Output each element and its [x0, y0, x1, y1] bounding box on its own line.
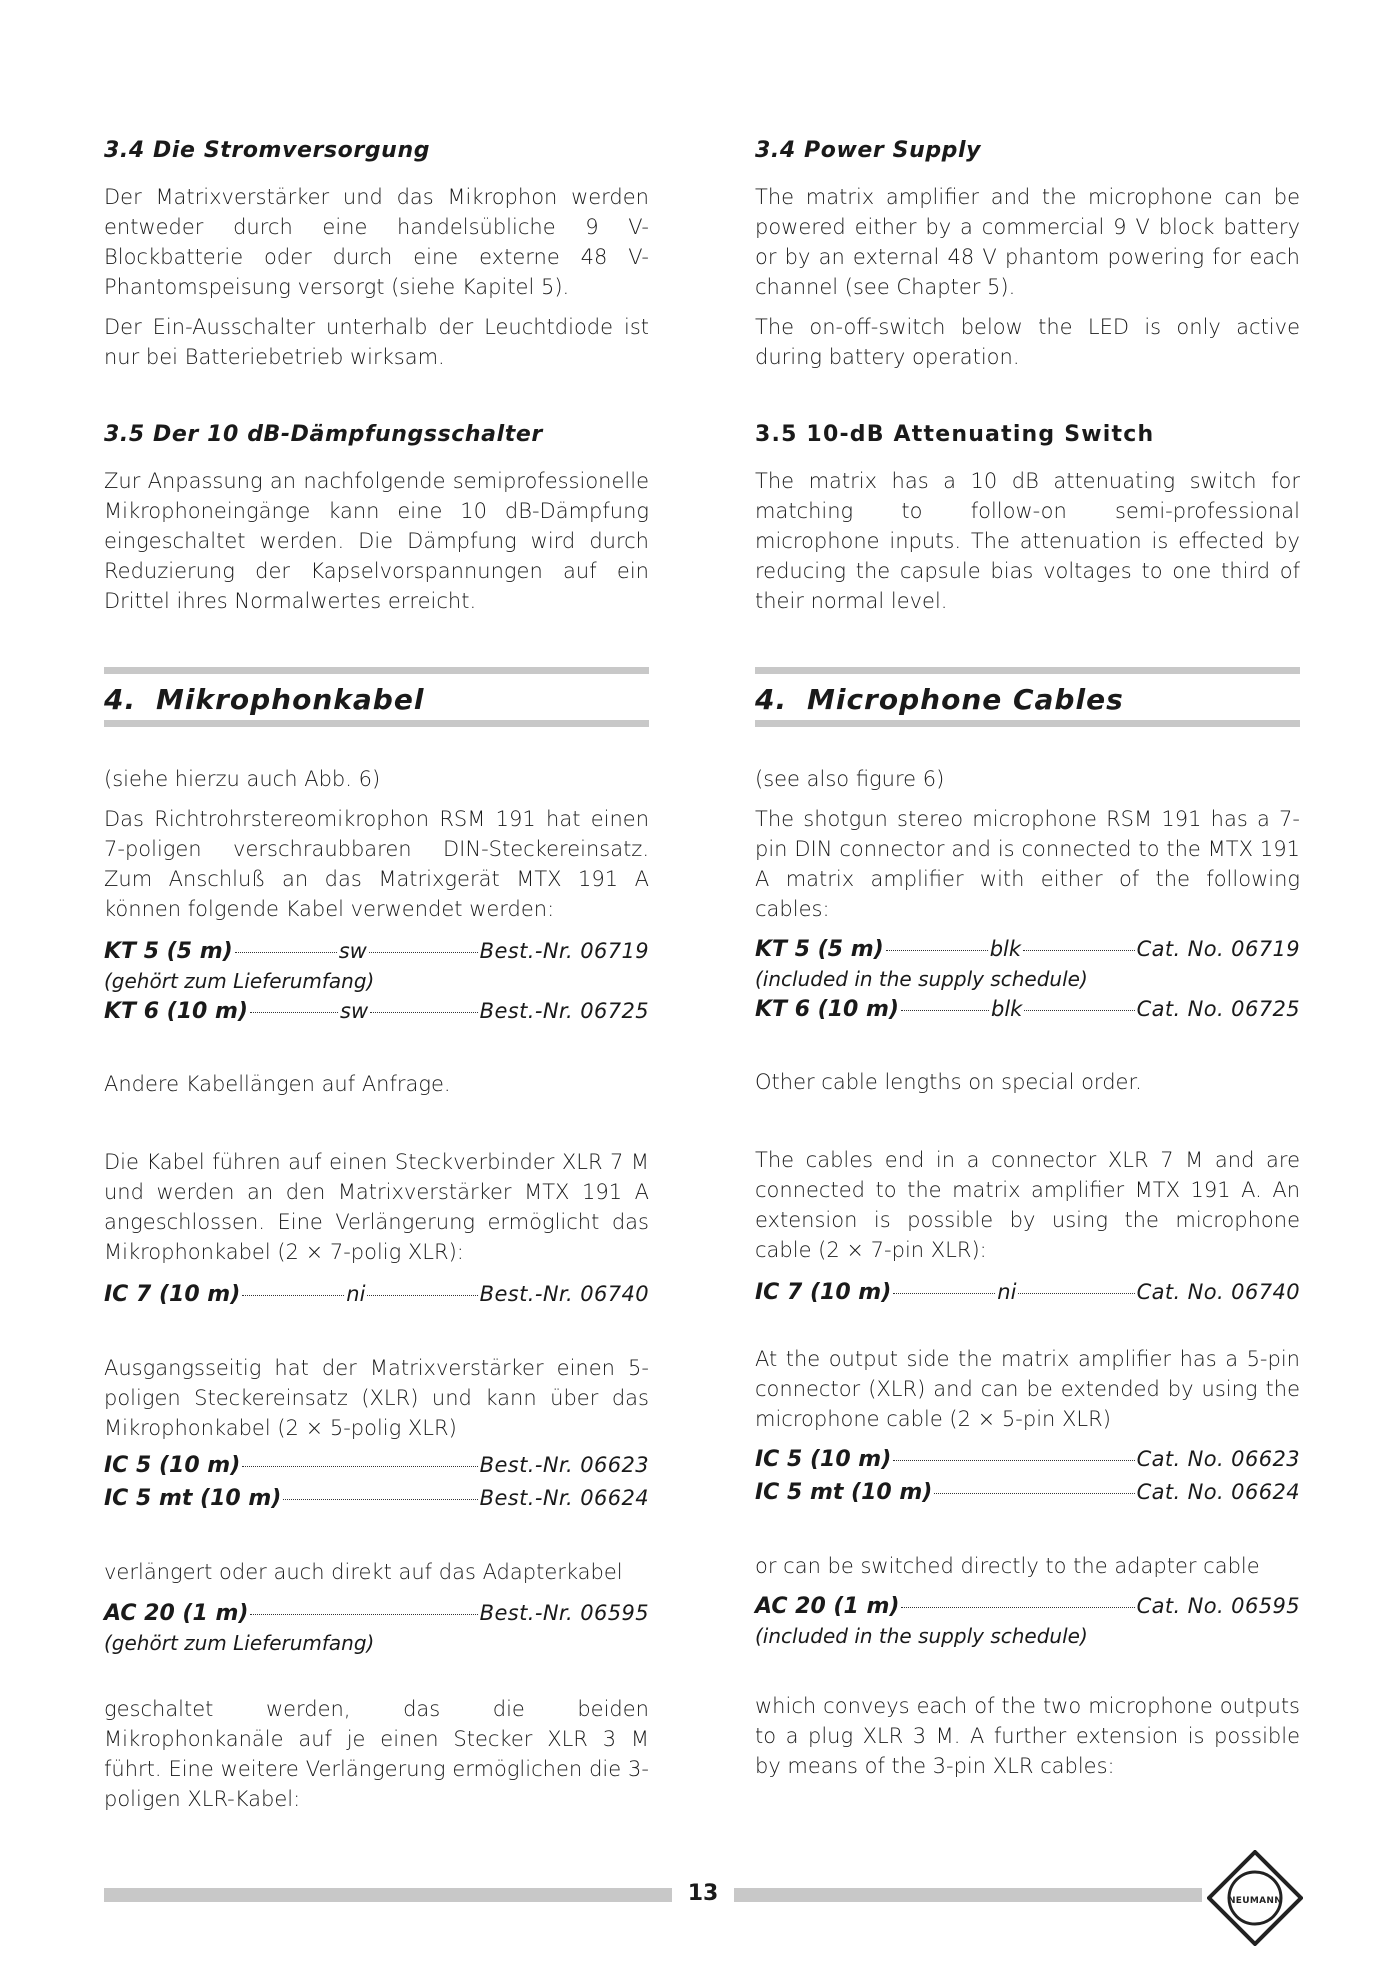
cable-list-ac20: [755, 1590, 1300, 1650]
leader-dots: [235, 952, 337, 953]
cable-list-ic5: [104, 1449, 649, 1515]
section-3-4-paragraph-1: The matrix amplifier and the microphone can be powered either by a commercial 9 V block battery or by an external 48 V phantom powering for each channel (see Chapter 5).: [755, 185, 1300, 299]
see-also-note: (siehe hierzu auch Abb. 6): [104, 767, 381, 791]
other-lengths-note: Other cable lengths on special order.: [755, 1070, 1142, 1094]
cable-list-ic7: [104, 1278, 649, 1311]
cable-name: KT 5 (5 m): [104, 939, 233, 964]
chapter-4-heading: [104, 667, 649, 727]
supply-note: (included in the supply schedule): [755, 1624, 1088, 1648]
see-also-note: (see also figure 6): [755, 767, 945, 791]
section-3-5-paragraph: The matrix has a 10 dB attenuating switch for matching to follow-on semi-professional microphone inputs. The attenuation is effected by reducing the capsule bias voltages to one third of their normal level.: [755, 469, 1300, 613]
chapter-number: 4.: [755, 683, 788, 716]
cable-entry-kt6: [104, 995, 649, 1028]
heading-rule-top: [104, 667, 649, 674]
cable-list-ic5: [755, 1443, 1300, 1509]
section-3-5-title: 3.5 Der 10 dB-Dämpfungsschalter: [104, 422, 543, 447]
final-paragraph: geschaltet werden, das die beiden Mikrophonkanäle auf je einen Stecker XLR 3 M führt. Eine weitere Verlängerung ermöglichen die 3-poligen XLR-Kabel:: [104, 1697, 649, 1811]
cable-entry-ic7: [104, 1278, 649, 1311]
cable-color: blk: [989, 937, 1022, 961]
cable-name: IC 5 (10 m): [104, 1453, 241, 1478]
chapter-4-heading: [755, 667, 1300, 727]
cable-color: ni: [997, 1280, 1017, 1304]
order-number: Best.-Nr. 06725: [479, 999, 649, 1023]
chapter-title-text: Mikrophonkabel: [156, 683, 425, 716]
cable-name: IC 5 mt (10 m): [755, 1480, 933, 1505]
chapter-title: [104, 683, 424, 716]
cable-list-ic7: [755, 1276, 1300, 1309]
cable-entry-ic5mt: [104, 1482, 649, 1515]
adapter-paragraph: or can be switched directly to the adapter cable: [755, 1554, 1260, 1578]
cable-color: sw: [340, 999, 369, 1023]
section-3-4-paragraph-2: The on-off-switch below the LED is only active during battery operation.: [755, 315, 1300, 369]
footer-bar-left: [104, 1888, 672, 1902]
cable-entry-ic5: [104, 1449, 649, 1482]
cable-name: AC 20 (1 m): [104, 1601, 249, 1626]
order-number: Cat. No. 06624: [1136, 1480, 1300, 1504]
order-number: Cat. No. 06719: [1136, 937, 1300, 961]
cable-list-ac20: [104, 1597, 649, 1657]
supply-note: (included in the supply schedule): [755, 967, 1088, 991]
output-paragraph: Ausgangsseitig hat der Matrixverstärker einen 5-poligen Steckereinsatz (XLR) und kann über das Mikrophonkabel (2 × 5-polig XLR): [104, 1356, 649, 1440]
leader-dots: [369, 952, 478, 953]
cable-entry-ac20: [104, 1597, 649, 1630]
order-number: Best.-Nr. 06595: [479, 1601, 649, 1625]
leader-dots: [283, 1499, 477, 1500]
cable-color: sw: [338, 939, 367, 963]
chapter-title: [755, 683, 1124, 716]
cables-intro: The shotgun stereo microphone RSM 191 has a 7-pin DIN connector and is connected to the MTX 191 A matrix amplifier with either of the following cables:: [755, 807, 1300, 921]
leader-dots: [1018, 1293, 1134, 1294]
leader-dots: [901, 1010, 989, 1011]
leader-dots: [250, 1012, 338, 1013]
section-3-4-title: 3.4 Die Stromversorgung: [104, 138, 431, 163]
leader-dots: [1024, 1010, 1134, 1011]
cable-color: blk: [991, 997, 1023, 1021]
cable-list-kt: [104, 935, 649, 1028]
cable-entry-ic7: [755, 1276, 1300, 1309]
chapter-number: 4.: [104, 683, 137, 716]
heading-rule-bottom: [104, 720, 649, 727]
logo-text: NEUMANN: [1227, 1896, 1283, 1906]
section-3-4-paragraph-2: Der Ein-Ausschalter unterhalb der Leuchtdiode ist nur bei Batteriebetrieb wirksam.: [104, 315, 649, 369]
heading-rule-top: [755, 667, 1300, 674]
order-number: Best.-Nr. 06624: [479, 1486, 649, 1510]
output-paragraph: At the output side the matrix amplifier has a 5-pin connector (XLR) and can be extended by using the microphone cable (2 × 5-pin XLR): [755, 1347, 1300, 1431]
order-number: Cat. No. 06595: [1136, 1594, 1300, 1618]
adapter-paragraph: verlängert oder auch direkt auf das Adapterkabel: [104, 1560, 623, 1584]
leader-dots: [934, 1493, 1134, 1494]
cable-name: KT 6 (10 m): [104, 999, 248, 1024]
leader-dots: [1023, 950, 1135, 951]
order-number: Cat. No. 06623: [1136, 1447, 1300, 1471]
section-3-5-title: 3.5 10-dB Attenuating Switch: [755, 422, 1155, 447]
cable-entry-kt5: [755, 933, 1300, 966]
cable-name: KT 5 (5 m): [755, 937, 884, 962]
leader-dots: [367, 1295, 477, 1296]
cable-name: IC 5 mt (10 m): [104, 1486, 282, 1511]
cable-color: ni: [346, 1282, 366, 1306]
leader-dots: [893, 1460, 1134, 1461]
order-number: Best.-Nr. 06719: [479, 939, 649, 963]
cable-name: IC 5 (10 m): [755, 1447, 892, 1472]
chapter-title-text: Microphone Cables: [807, 683, 1124, 716]
cable-list-kt: [755, 933, 1300, 1026]
cable-name: IC 7 (10 m): [104, 1282, 241, 1307]
cable-entry-kt5: [104, 935, 649, 968]
cable-name: AC 20 (1 m): [755, 1594, 900, 1619]
section-3-4-title: 3.4 Power Supply: [755, 138, 982, 163]
page-number: 13: [687, 1881, 719, 1906]
leader-dots: [250, 1614, 477, 1615]
section-3-5-paragraph: Zur Anpassung an nachfolgende semiprofessionelle Mikrophoneingänge kann eine 10 dB-Dämpfung eingeschaltet werden. Die Dämpfung wird durch Reduzierung der Kapselvorspannungen auf ein Drittel ihres Normalwertes erreicht.: [104, 469, 649, 613]
section-3-4-paragraph-1: Der Matrixverstärker und das Mikrophon werden entweder durch eine handelsübliche 9 V-Blockbatterie oder durch eine externe 48 V-Phantomspeisung versorgt (siehe Kapitel 5).: [104, 185, 649, 299]
order-number: Best.-Nr. 06740: [479, 1282, 649, 1306]
leader-dots: [893, 1293, 995, 1294]
footer-bar-right: [734, 1888, 1202, 1902]
cable-entry-ic5: [755, 1443, 1300, 1476]
order-number: Cat. No. 06725: [1136, 997, 1300, 1021]
final-paragraph: which conveys each of the two microphone outputs to a plug XLR 3 M. A further extension is possible by means of the 3-pin XLR cables:: [755, 1694, 1300, 1778]
other-lengths-note: Andere Kabellängen auf Anfrage.: [104, 1072, 451, 1096]
xlr7-paragraph: The cables end in a connector XLR 7 M and are connected to the matrix amplifier MTX 191 A. An extension is possible by using the microphone cable (2 × 7-pin XLR):: [755, 1148, 1300, 1262]
xlr7-paragraph: Die Kabel führen auf einen Steckverbinder XLR 7 M und werden an den Matrixverstärker MTX 191 A angeschlossen. Eine Verlängerung ermöglicht das Mikrophonkabel (2 × 7-polig XLR):: [104, 1150, 649, 1264]
order-number: Cat. No. 06740: [1136, 1280, 1300, 1304]
cable-entry-kt6: [755, 993, 1300, 1026]
heading-rule-bottom: [755, 720, 1300, 727]
leader-dots: [242, 1466, 477, 1467]
cable-name: KT 6 (10 m): [755, 997, 899, 1022]
supply-note: (gehört zum Lieferumfang): [104, 1631, 375, 1655]
leader-dots: [886, 950, 988, 951]
cable-name: IC 7 (10 m): [755, 1280, 892, 1305]
cables-intro: Das Richtrohrstereomikrophon RSM 191 hat einen 7-poligen verschraubbaren DIN-Steckereinsatz. Zum Anschluß an das Matrixgerät MTX 191 A können folgende Kabel verwendet werden:: [104, 807, 649, 921]
leader-dots: [370, 1012, 478, 1013]
cable-entry-ic5mt: [755, 1476, 1300, 1509]
neumann-logo: [1207, 1850, 1303, 1946]
supply-note: (gehört zum Lieferumfang): [104, 969, 375, 993]
leader-dots: [901, 1607, 1134, 1608]
order-number: Best.-Nr. 06623: [479, 1453, 649, 1477]
cable-entry-ac20: [755, 1590, 1300, 1623]
leader-dots: [242, 1295, 344, 1296]
